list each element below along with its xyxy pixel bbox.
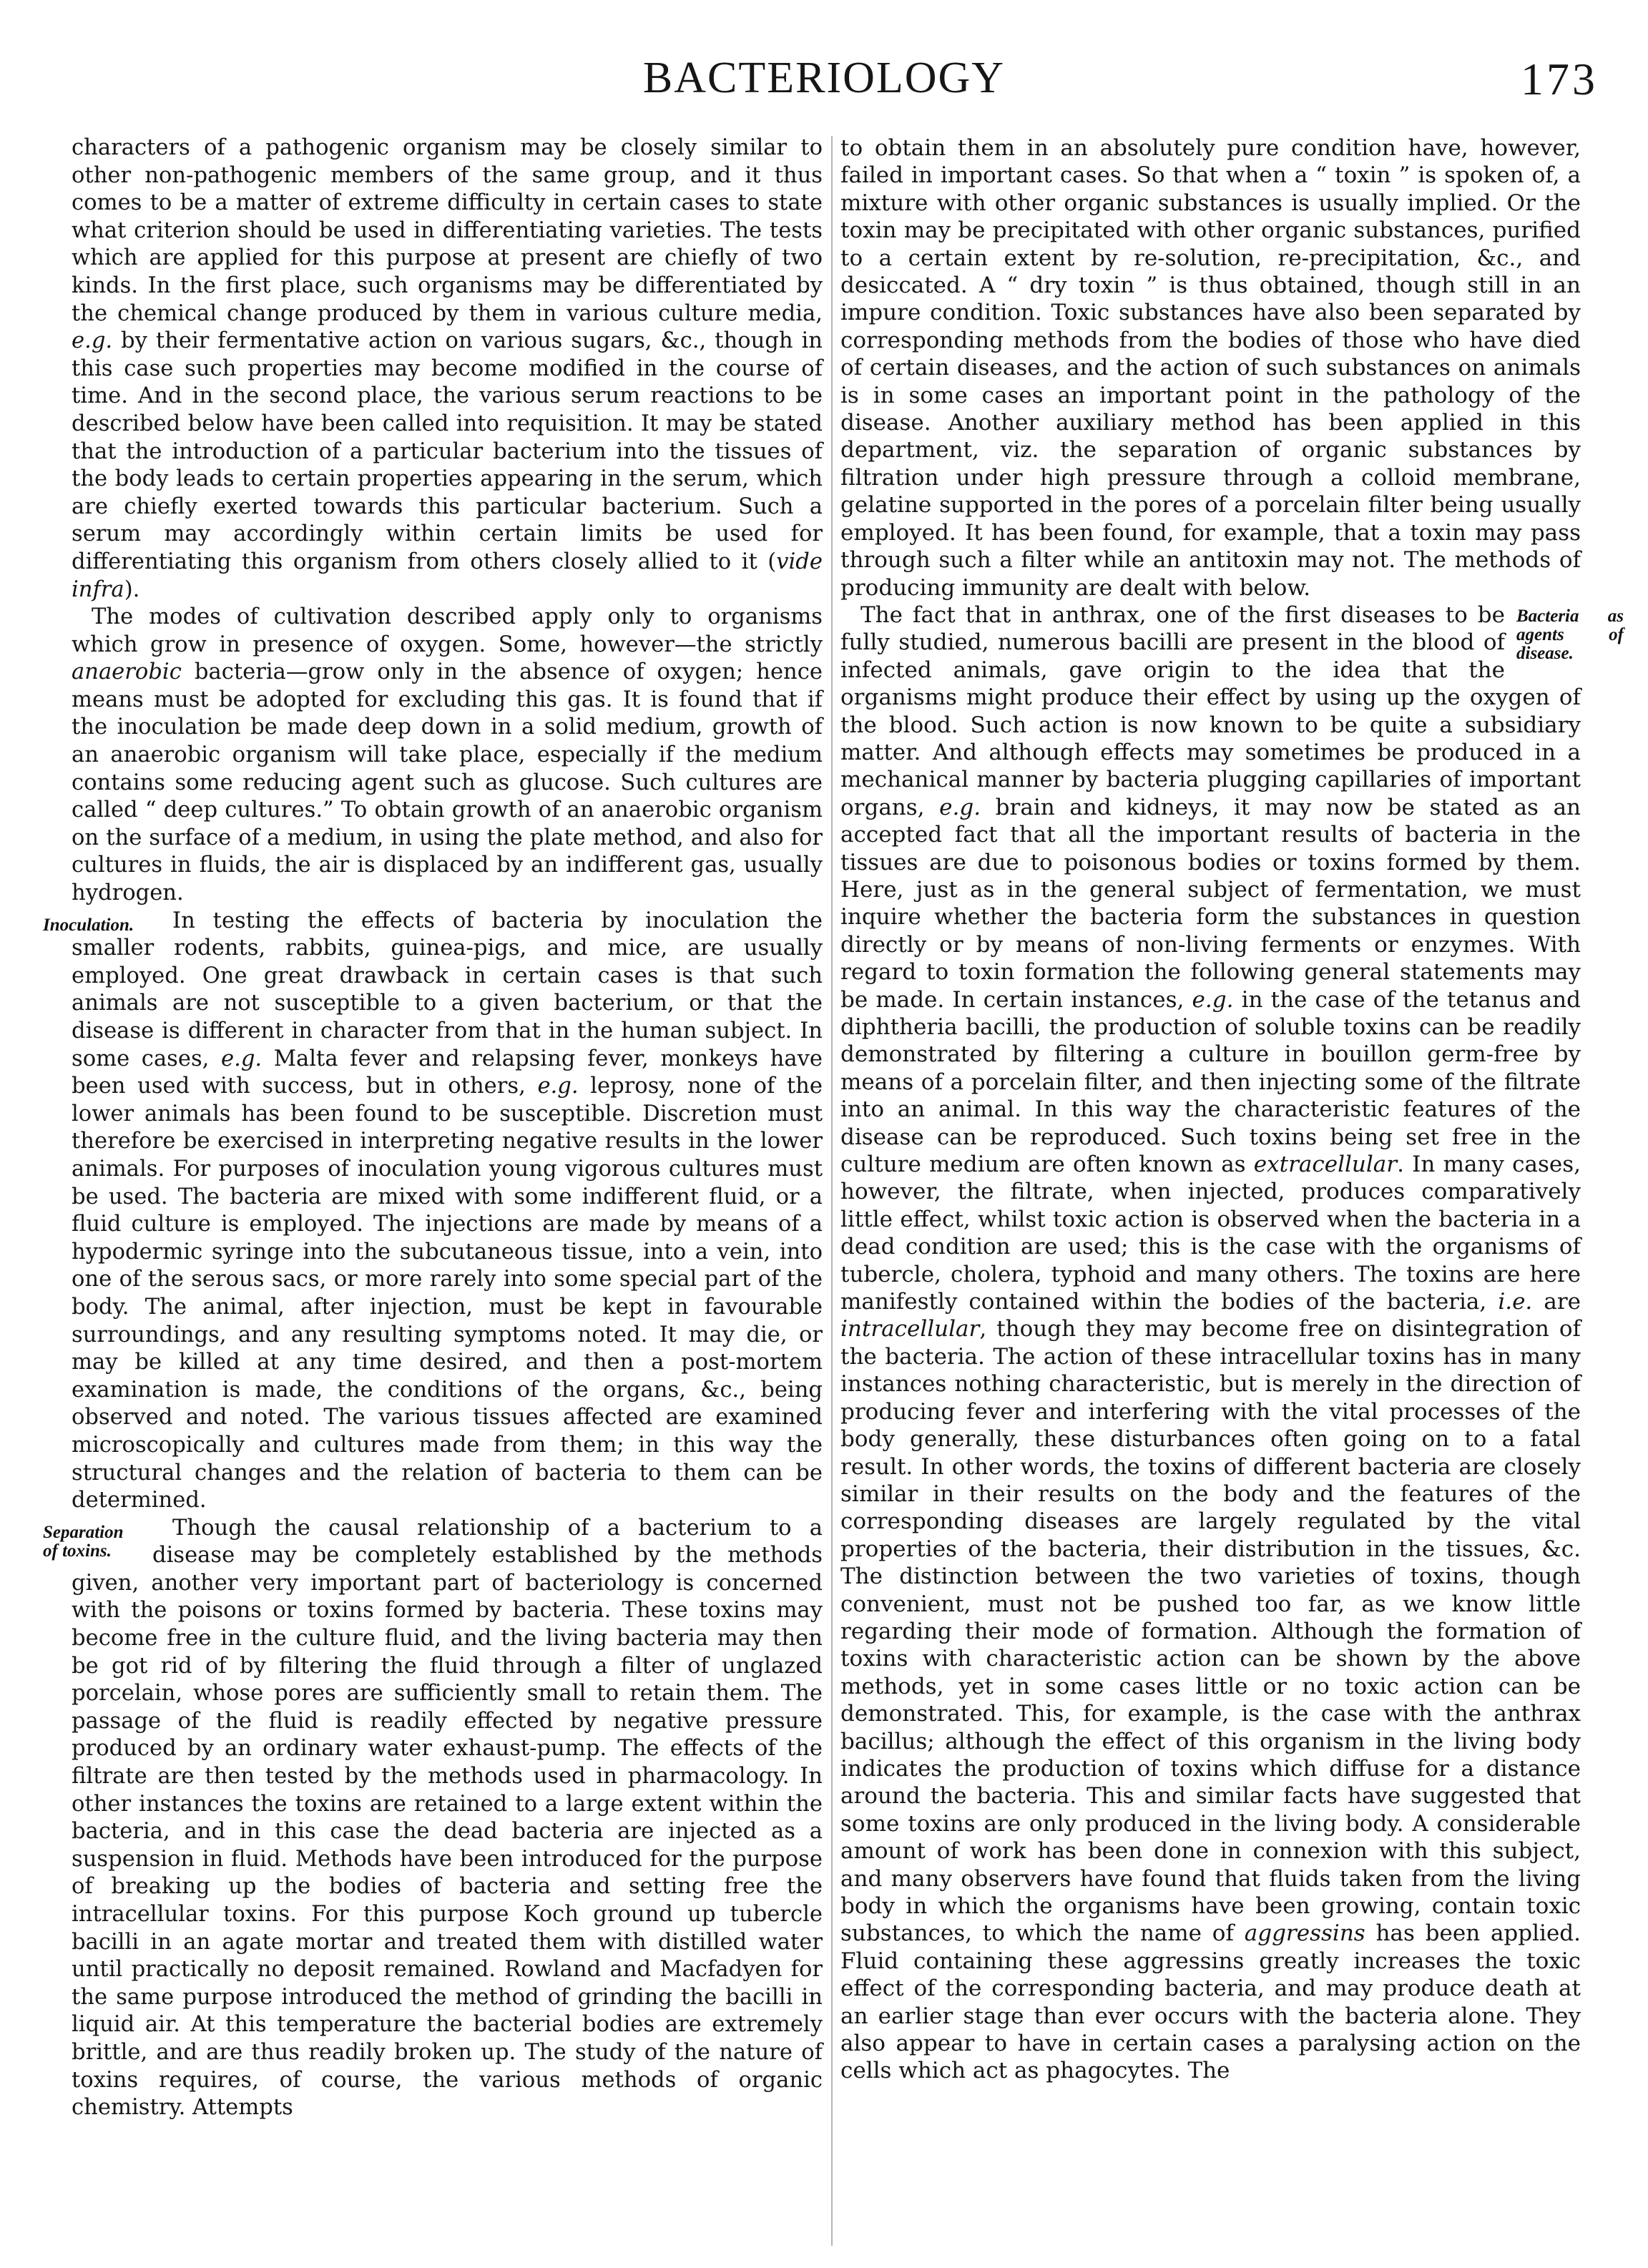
left-column: [43, 134, 823, 2252]
sidenote-bacteria-as-agents-of-disease: Bacteria as agents of disease.: [1516, 606, 1624, 663]
sidenote-separation-of-toxins: Separation of toxins.: [43, 1522, 124, 1561]
paragraph-differentiation: characters of a pathogenic organism may be closely similar to other non-pathogenic members of the same group, and it thus comes to be a matter of extreme difficulty in certain cases to state what criterion should be used in differentiating varieties. The tests which are applied for this purpose at present are chiefly of two kinds. In the first place, such organisms may be differentiated by the chemical change produced by them in various culture media, e.g. by their fermentative action on various sugars, &c., though in this case such properties may become modified in the course of time. And in the second place, the various serum reactions to be described below have been called into requisition. It may be stated that the introduction of a particular bacterium into the tissues of the body leads to certain properties appearing in the serum, which are chiefly exerted towards this particular bacterium. Such a serum may accordingly within certain limits be used for differentiating this organism from others closely allied to it (vide infra).: [72, 135, 823, 602]
paragraph-bacteria-agents-of-disease: Bacteria as agents of disease. The fact that in anthrax, one of the first diseases to be fully studied, numerous bacilli are present in the blood of infected animals, gave origin to the idea that the organisms might produce their effect by using up the oxygen of the blood. Such action is now known to be quite a subsidiary matter. And although effects may sometimes be produced in a mechanical manner by bacteria plugging capillaries of important organs, e.g. brain and kidneys, it may now be stated as an accepted fact that all the important results of bacteria in the tissues are due to poisonous bodies or toxins formed by them. Here, just as in the general subject of fermentation, we must inquire whether the bacteria form the substances in question directly or by means of non-living ferments or enzymes. With regard to toxin formation the following general statements may be made. In certain instances, e.g. in the case of the tetanus and diphtheria bacilli, the production of soluble toxins can be readily demonstrated by filtering a culture in bouillon germ-free by means of a porcelain filter, and then injecting some of the filtrate into an animal. In this way the characteristic features of the disease can be reproduced. Such toxins being set free in the culture medium are often known as extracellular. In many cases, however, the filtrate, when injected, produces comparatively little effect, whilst toxic action is observed when the bacteria in a dead condition are used; this is the case with the organisms of tubercle, cholera, typhoid and many others. The toxins are here manifestly contained within the bodies of the bacteria, i.e. are intracellular, though they may become free on disintegration of the bacteria. The action of these intracellular toxins has in many instances nothing characteristic, but is merely in the direction of producing fever and interfering with the vital processes of the body generally, these disturbances often going on to a fatal result. In other words, the toxins of different bacteria are closely similar in their results on the body and the features of the corresponding diseases are largely regulated by the vital properties of the bacteria, their distribution in the tissues, &c. The distinction between the two varieties of toxins, though convenient, must not be pushed too far, as we know little regarding their mode of formation. Although the formation of toxins with characteristic action can be shown by the above methods, yet in some cases little or no toxic action can be demonstrated. This, for example, is the case with the anthrax bacillus; although the effect of this organism in the living body indicates the production of toxins which diffuse for a distance around the bacteria. This and similar facts have suggested that some toxins are only produced in the living body. A considerable amount of work has been done in connexion with this subject, and many observers have found that fluids taken from the living body in which the organisms have been growing, contain toxic substances, to which the name of aggressins has been applied. Fluid containing these aggressins greatly increases the toxic effect of the corresponding bacteria, and may produce death at an earlier stage than ever occurs with the bacteria alone. They also appear to have in certain cases a paralysing action on the cells which act as phagocytes. The: [840, 602, 1624, 2084]
column-divider: [831, 136, 833, 2246]
paragraph-anaerobic: The modes of cultivation described apply only to organisms which grow in presence of oxygen. Some, however—the strictly anaerobic bacteria—grow only in the absence of oxygen; hence means must be adopted for excluding this gas. It is found that if the inoculation be made deep down in a solid medium, growth of an anaerobic organism will take place, especially if the medium contains some reducing agent such as glucose. Such cultures are called “ deep cultures.” To obtain growth of an anaerobic organism on the surface of a medium, in using the plate method, and also for cultures in fluids, the air is displaced by an indifferent gas, usually hydrogen.: [72, 604, 823, 906]
paragraph-toxins: Separation of toxins. Though the causal relationship of a bacterium to a disease may be completely established by the methods given, another very important part of bacteriology is concerned with the poisons or toxins formed by bacteria. These toxins may become free in the culture fluid, and the living bacteria may then be got rid of by filtering the fluid through a filter of unglazed porcelain, whose pores are sufficiently small to retain them. The passage of the fluid is readily effected by negative pressure produced by an ordinary water exhaust-pump. The effects of the filtrate are then tested by the methods used in pharmacology. In other instances the toxins are retained to a large extent within the bacteria, and in this case the dead bacteria are injected as a suspension in fluid. Methods have been introduced for the purpose of breaking up the bodies of bacteria and setting free the intracellular toxins. For this purpose Koch ground up tubercle bacilli in an agate mortar and treated them with distilled water until practically no deposit remained. Rowland and Macfadyen for the same purpose introduced the method of grinding the bacilli in liquid air. At this temperature the bacterial bodies are extremely brittle, and are thus readily broken up. The study of the nature of toxins requires, of course, the various methods of organic chemistry. Attempts: [43, 1515, 823, 2121]
paragraph-toxin-purity: to obtain them in an absolutely pure condition have, however, failed in important cases. So that when a “ toxin ” is spoken of, a mixture with other organic substances is usually implied. Or the toxin may be precipitated with other organic substances, purified to a certain extent by re-solution, re-precipitation, &c., and desiccated. A “ dry toxin ” is thus obtained, though still in an impure condition. Toxic substances have also been separated by corresponding methods from the bodies of those who have died of certain diseases, and the action of such substances on animals is in some cases an important point in the pathology of the disease. Another auxiliary method has been applied in this department, viz. the separation of organic substances by filtration under high pressure through a colloid membrane, gelatine supported in the pores of a porcelain filter being usually employed. It has been found, for example, that a toxin may pass through such a filter while an antitoxin may not. The methods of producing immunity are dealt with below.: [840, 135, 1581, 601]
sidenote-inoculation: Inoculation.: [43, 915, 134, 935]
paragraph-inoculation: Inoculation. In testing the effects of bacteria by inoculation the smaller rodents, rabbits, guinea-pigs, and mice, are usually employed. One great drawback in certain cases is that such animals are not susceptible to a given bacterium, or that the disease is different in character from that in the human subject. In some cases, e.g. Malta fever and relapsing fever, monkeys have been used with success, but in others, e.g. leprosy, none of the lower animals has been found to be susceptible. Discretion must therefore be exercised in interpreting negative results in the lower animals. For purposes of inoculation young vigorous cultures must be used. The bacteria are mixed with some indifferent fluid, or a fluid culture is employed. The injections are made by means of a hypodermic syringe into the subcutaneous tissue, into a vein, into one of the serous sacs, or more rarely into some special part of the body. The animal, after injection, must be kept in favourable surroundings, and any resulting symptoms noted. It may die, or may be killed at any time desired, and then a post-mortem examination is made, the conditions of the organs, &c., being observed and noted. The various tissues affected are examined microscopically and cultures made from them; in this way the structural changes and the relation of bacteria to them can be determined.: [43, 908, 823, 1513]
page-number: 173: [1521, 54, 1598, 104]
right-column: [840, 134, 1624, 2252]
running-title: BACTERIOLOGY: [642, 54, 1006, 102]
page-header: [0, 0, 1648, 136]
